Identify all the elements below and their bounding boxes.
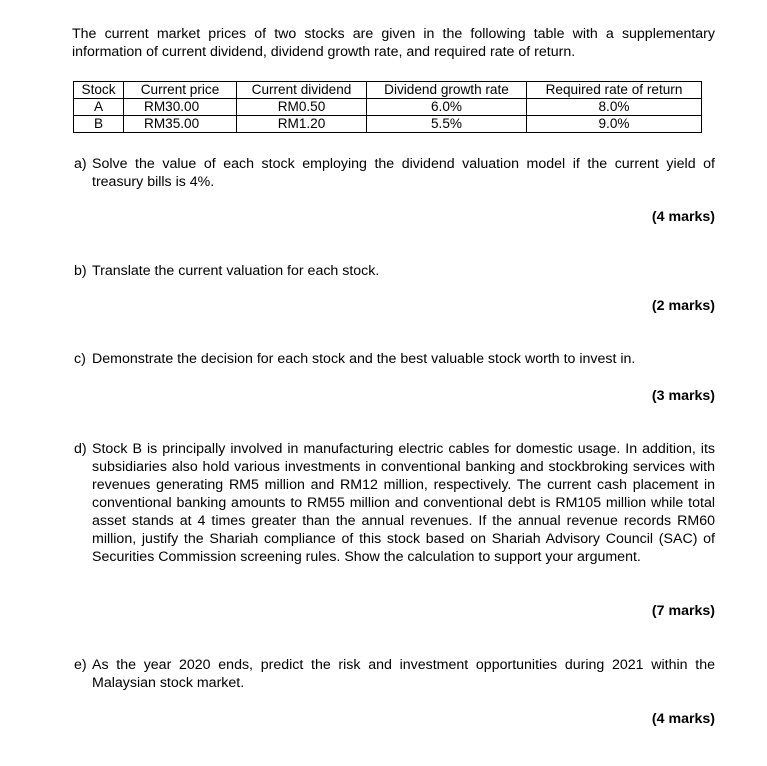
header-required-rate: Required rate of return xyxy=(527,82,702,99)
question-text: Demonstrate the decision for each stock and the best valuable stock worth to invest in. xyxy=(92,351,636,367)
table-header-row xyxy=(74,82,702,99)
cell-required-rate: 8.0% xyxy=(527,99,702,116)
cell-current-price: RM35.00 xyxy=(124,116,237,133)
header-stock: Stock xyxy=(74,82,124,99)
question-e xyxy=(74,656,715,692)
question-text: Translate the current valuation for each stock. xyxy=(92,263,380,279)
cell-stock: B xyxy=(74,116,124,133)
question-text: Solve the value of each stock employing the dividend valuation model if the current yield of treasury bills is 4%. xyxy=(92,156,715,190)
marks-b: (2 marks) xyxy=(651,298,715,314)
marks-c: (3 marks) xyxy=(651,388,715,404)
question-a xyxy=(74,155,715,191)
marks-d: (7 marks) xyxy=(651,603,715,619)
cell-current-dividend: RM1.20 xyxy=(237,116,367,133)
cell-dividend-growth-rate: 5.5% xyxy=(367,116,527,133)
question-text: Stock B is principally involved in manufacturing electric cables for domestic usage. In addition, its subsidiaries also hold various investments in conventional banking and stockbroking services with revenues generating RM5 million and RM12 million, respectively. The current cash placement in conventional banking amounts to RM55 million and conventional debt is RM105 million while total asset stands at 4 times greater than the annual revenues. If the annual revenue records RM60 million, justify the Shariah compliance of this stock based on Shariah Advisory Council (SAC) of Securities Commission screening rules. Show the calculation to support your argument. xyxy=(92,441,715,565)
question-d xyxy=(74,440,715,566)
table-row xyxy=(74,99,702,116)
header-dividend-growth-rate: Dividend growth rate xyxy=(367,82,527,99)
question-label: e) xyxy=(74,657,87,673)
marks-e: (4 marks) xyxy=(651,711,715,727)
question-label: a) xyxy=(74,156,87,172)
cell-current-dividend: RM0.50 xyxy=(237,99,367,116)
marks-a: (4 marks) xyxy=(651,209,715,225)
cell-dividend-growth-rate: 6.0% xyxy=(367,99,527,116)
stock-table xyxy=(73,81,702,133)
cell-required-rate: 9.0% xyxy=(527,116,702,133)
question-label: b) xyxy=(74,263,87,279)
header-current-price: Current price xyxy=(124,82,237,99)
intro-paragraph: The current market prices of two stocks are given in the following table with a supplementary information of current dividend, dividend growth rate, and required rate of return. xyxy=(72,26,715,60)
question-label: c) xyxy=(74,351,86,367)
header-current-dividend: Current dividend xyxy=(237,82,367,99)
cell-current-price: RM30.00 xyxy=(124,99,237,116)
question-c xyxy=(74,350,715,368)
question-text: As the year 2020 ends, predict the risk and investment opportunities during 2021 within the Malaysian stock market. xyxy=(92,657,715,691)
table-row xyxy=(74,116,702,133)
question-label: d) xyxy=(74,441,87,457)
question-b xyxy=(74,262,715,280)
cell-stock: A xyxy=(74,99,124,116)
